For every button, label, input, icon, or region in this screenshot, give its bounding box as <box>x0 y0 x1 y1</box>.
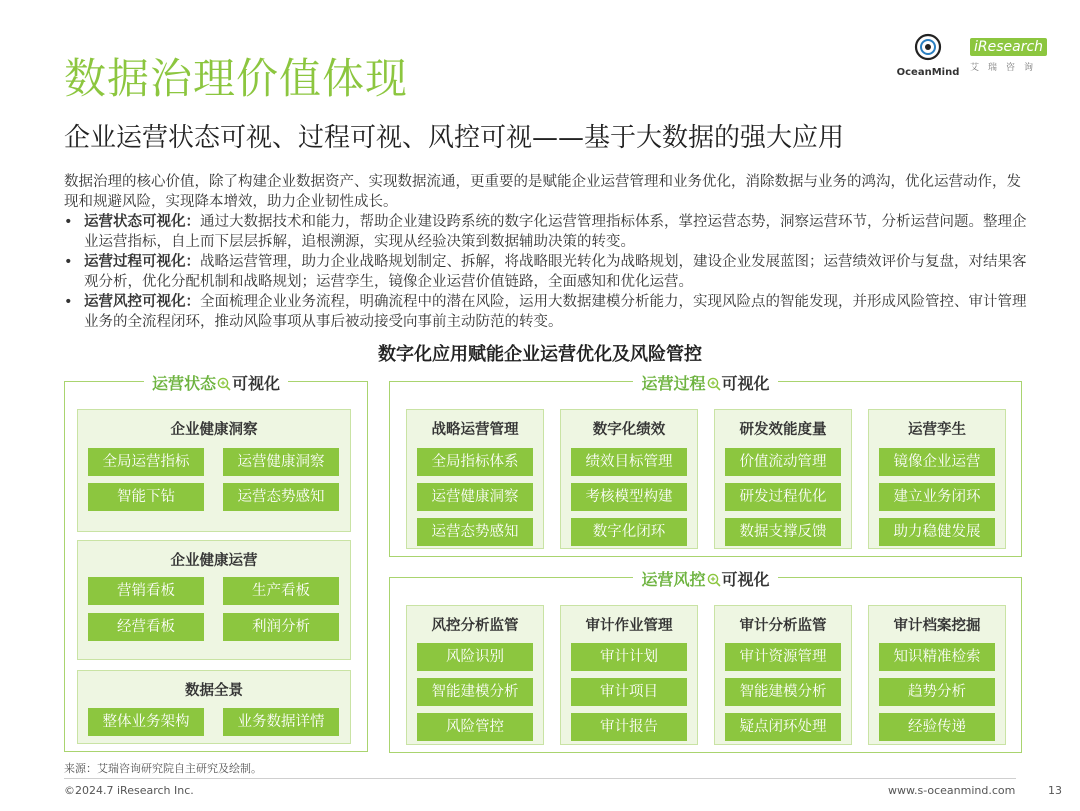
capability-tag: 全局运营指标 <box>88 448 204 476</box>
capability-tag: 运营健康洞察 <box>223 448 339 476</box>
logo-area <box>896 32 1056 80</box>
page-title: 数据治理价值体现 <box>64 54 409 103</box>
bullet-heading: 运营风控可视化： <box>84 294 200 310</box>
group-digital-performance <box>560 409 698 549</box>
bullet-heading: 运营过程可视化： <box>84 254 200 270</box>
panel-status-visualization <box>64 374 368 752</box>
group-title: 研发效能度量 <box>739 422 827 438</box>
capability-tag: 运营态势感知 <box>417 518 533 546</box>
panel-header-suffix: 可视化 <box>721 374 770 393</box>
group-audit-analysis <box>714 605 852 745</box>
group-strategy-operation <box>406 409 544 549</box>
group-audit-archive <box>868 605 1006 745</box>
oceanmind-swirl-icon <box>913 32 943 62</box>
iresearch-logo-cn: 艾瑞咨询 <box>970 63 1043 73</box>
capability-tag: 智能下钻 <box>88 483 204 511</box>
group-title: 审计作业管理 <box>585 618 673 634</box>
oceanmind-logo-text: OceanMind <box>896 67 960 78</box>
capability-tag: 研发过程优化 <box>725 483 841 511</box>
capability-tag: 生产看板 <box>223 577 339 605</box>
capability-tag: 知识精准检索 <box>879 643 995 671</box>
panel-header-keyword: 运营状态 <box>151 374 216 393</box>
group-data-panorama <box>77 670 351 744</box>
capability-tag: 镜像企业运营 <box>879 448 995 476</box>
capability-tag: 运营态势感知 <box>223 483 339 511</box>
capability-tag: 业务数据详情 <box>223 708 339 736</box>
capability-tag: 营销看板 <box>88 577 204 605</box>
footer-divider <box>64 778 1016 779</box>
panel-risk-visualization <box>389 570 1022 753</box>
capability-tag: 助力稳健发展 <box>879 518 995 546</box>
diagram-title: 数字化应用赋能企业运营优化及风险管控 <box>378 344 702 365</box>
capability-tag: 审计计划 <box>571 643 687 671</box>
iresearch-logo <box>970 36 1050 73</box>
panel-header <box>390 371 1021 394</box>
group-operation-twin <box>868 409 1006 549</box>
capability-tag: 风险识别 <box>417 643 533 671</box>
capability-tag: 建立业务闭环 <box>879 483 995 511</box>
page-number: 13 <box>1048 784 1062 797</box>
capability-tag: 数据支撑反馈 <box>725 518 841 546</box>
bullet-dot: • <box>64 294 73 310</box>
bullet-item <box>64 212 1028 252</box>
website-link[interactable]: www.s-oceanmind.com <box>888 784 1016 797</box>
capability-tag: 全局指标体系 <box>417 448 533 476</box>
group-rd-efficiency <box>714 409 852 549</box>
capability-tag: 经营看板 <box>88 613 204 641</box>
bullet-item <box>64 292 1028 332</box>
bullet-text: 战略运营管理，助力企业战略规划制定、拆解，将战略眼光转化为战略规划，建设企业发展蓝图；运营绩效评价与复盘，对结果客观分析，优化分配机制和战略规划；运营孪生，镜像企业运营价值链路，全面感知和优化运营。 <box>84 254 1027 290</box>
group-title: 数据全景 <box>185 683 243 699</box>
panel-process-visualization <box>389 374 1022 557</box>
capability-tag: 考核模型构建 <box>571 483 687 511</box>
panel-header-suffix: 可视化 <box>232 374 281 393</box>
bullet-text: 全面梳理企业业务流程，明确流程中的潜在风险，运用大数据建模分析能力，实现风险点的智能发现，并形成风险管控、审计管理业务的全流程闭环，推动风险事项从事后被动接受向事前主动防范的转变。 <box>84 294 1027 330</box>
group-title: 运营孪生 <box>908 422 966 438</box>
copyright: ©2024.7 iResearch Inc. <box>64 784 194 797</box>
group-title: 数字化绩效 <box>592 422 666 438</box>
capability-tag: 整体业务架构 <box>88 708 204 736</box>
bullet-item <box>64 252 1028 292</box>
bullet-dot: • <box>64 254 73 270</box>
group-audit-work <box>560 605 698 745</box>
capability-tag: 智能建模分析 <box>417 678 533 706</box>
capability-tag: 风险管控 <box>417 713 533 741</box>
capability-tag: 趋势分析 <box>879 678 995 706</box>
capability-tag: 审计报告 <box>571 713 687 741</box>
zoom-plus-icon <box>217 377 231 391</box>
bullet-text: 通过大数据技术和能力，帮助企业建设跨系统的数字化运营管理指标体系，掌控运营态势，洞察运营环节，分析运营问题。整理企业运营指标，自上而下层层拆解，追根溯源，实现从经验决策到数据辅助决策的转变。 <box>84 214 1027 250</box>
panel-header <box>390 567 1021 590</box>
capability-tag: 疑点闭环处理 <box>725 713 841 741</box>
group-enterprise-health-operation <box>77 540 351 660</box>
capability-tag: 数字化闭环 <box>571 518 687 546</box>
intro-paragraph: 数据治理的核心价值，除了构建企业数据资产、实现数据流通，更重要的是赋能企业运营管理和业务优化，消除数据与业务的鸿沟，优化运营动作，发现和规避风险，实现降本增效，助力企业韧性成长。 <box>64 174 1021 210</box>
bullet-dot: • <box>64 214 73 230</box>
body-text <box>64 172 1028 332</box>
capability-tag: 绩效目标管理 <box>571 448 687 476</box>
source-note: 来源：艾瑞咨询研究院自主研究及绘制。 <box>64 762 262 775</box>
capability-tag: 利润分析 <box>223 613 339 641</box>
capability-tag: 价值流动管理 <box>725 448 841 476</box>
panel-header-suffix: 可视化 <box>721 570 770 589</box>
capability-tag: 运营健康洞察 <box>417 483 533 511</box>
bullet-list <box>64 212 1028 332</box>
oceanmind-logo <box>896 32 960 78</box>
page-subtitle: 企业运营状态可视、过程可视、风控可视——基于大数据的强大应用 <box>64 123 845 153</box>
group-title: 企业健康洞察 <box>170 422 258 438</box>
group-title: 战略运营管理 <box>431 422 519 438</box>
panel-header-keyword: 运营过程 <box>641 374 706 393</box>
zoom-plus-icon <box>707 377 721 391</box>
capability-tag: 审计资源管理 <box>725 643 841 671</box>
bullet-heading: 运营状态可视化： <box>84 214 200 230</box>
zoom-plus-icon <box>707 573 721 587</box>
capability-tag: 审计项目 <box>571 678 687 706</box>
capability-tag: 智能建模分析 <box>725 678 841 706</box>
iresearch-logo-prefix: i <box>974 39 978 55</box>
capability-tag: 经验传递 <box>879 713 995 741</box>
group-title: 风控分析监管 <box>431 618 519 634</box>
group-risk-analysis <box>406 605 544 745</box>
group-title: 企业健康运营 <box>170 553 258 569</box>
group-title: 审计分析监管 <box>739 618 827 634</box>
panel-header <box>65 371 367 394</box>
group-enterprise-health-insight <box>77 409 351 532</box>
group-title: 审计档案挖掘 <box>893 618 981 634</box>
panel-header-keyword: 运营风控 <box>641 570 706 589</box>
iresearch-logo-text: Research <box>977 39 1044 55</box>
